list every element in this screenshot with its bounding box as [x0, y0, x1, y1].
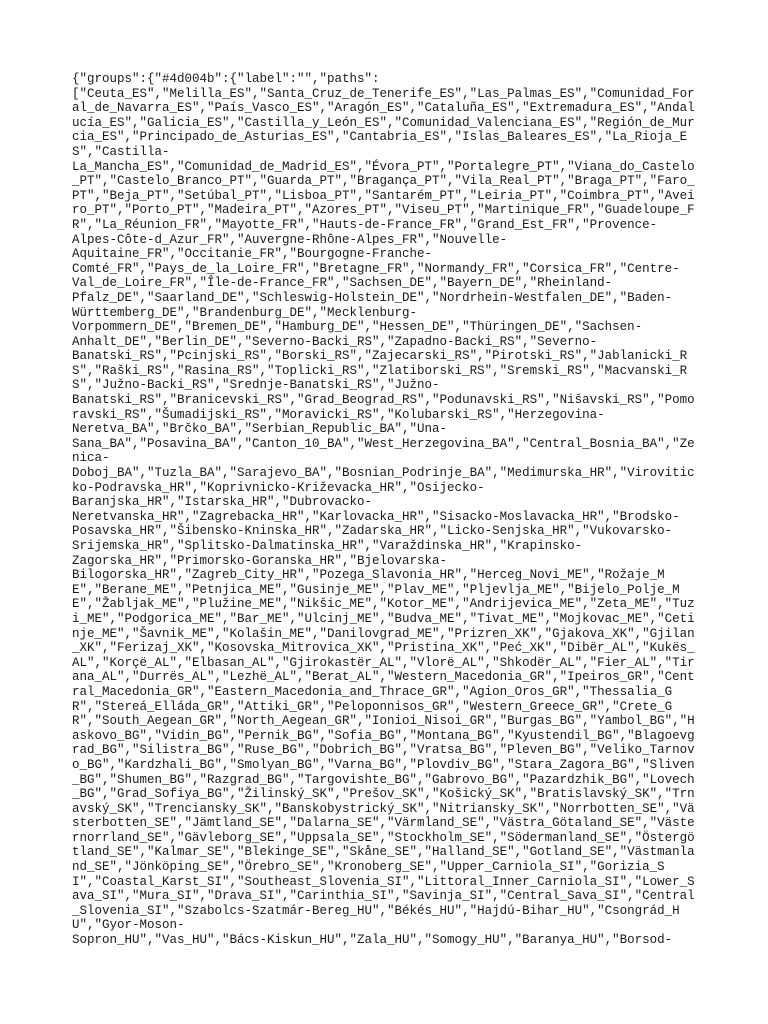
json-text-block: {"groups":{"#4d004b":{"label":"","paths": ["Ceuta_ES","Melilla_ES","Santa_Cruz_de_Tenerife_ES","Las_Palmas_ES","Comunidad_Foral_de_Navarra_ES","País_Vasco_ES","Aragón_ES","Cataluña_ES","Extremadura_ES","Andalucía_ES","Galicia_ES","Castilla_y_León_ES","Comunidad_Valenciana_ES","Región_de_Murcia_ES","Principado_de_Asturias_ES","Cantabria_ES","Islas_Baleares_ES","La_Rioja_ES","Castilla- La_Mancha_ES","Comunidad_de_Madrid_ES","Évora_PT","Portalegre_PT","Viana_do_Castelo_PT","Castelo_Branco_PT","Guarda_PT","Bragança_PT","Vila_Real_PT","Braga_PT","Faro_PT","Beja_PT","Setúbal_PT","Lisboa_PT","Santarém_PT","Leiria_PT","Coimbra_PT","Aveiro_PT","Porto_PT","Madeira_PT","Azores_PT","Viseu_PT","Martinique_FR","Guadeloupe_FR","La_Réunion_FR","Mayotte_FR","Hauts-de-France_FR","Grand_Est_FR","Provence- Alpes-Côte-d_Azur_FR","Auvergne-Rhône-Alpes_FR","Nouvelle- Aquitaine_FR","Occitanie_FR","Bourgogne-Franche- Comté_FR","Pays_de_la_Loire_FR","Bretagne_FR","Normandy_FR","Corsica_FR","Centre- Val_de_Loire_FR","Île-de-France_FR","Sachsen_DE","Bayern_DE","Rheinland- Pfalz_DE","Saarland_DE","Schleswig-Holstein_DE","Nordrhein-Westfalen_DE","Baden- Württemberg_DE","Brandenburg_DE","Mecklenburg- Vorpommern_DE","Bremen_DE","Hamburg_DE","Hessen_DE","Thüringen_DE","Sachsen- Anhalt_DE","Berlin_DE","Severno-Backi_RS","Zapadno-Backi_RS","Severno- Banatski_RS","Pcinjski_RS","Borski_RS","Zajecarski_RS","Pirotski_RS","Jablanicki_RS","Raški_RS","Rasina_RS","Toplicki_RS","Zlatiborski_RS","Sremski_RS","Macvanski_RS","Južno-Backi_RS","Srednje-Banatski_RS","Južno- Banatski_RS","Branicevski_RS","Grad_Beograd_RS","Podunavski_RS","Nišavski_RS","Pomoravski_RS","Šumadijski_RS","Moravicki_RS","Kolubarski_RS","Herzegovina- Neretva_BA","Brčko_BA","Serbian_Republic_BA","Una- Sana_BA","Posavina_BA","Canton_10_BA","West_Herzegovina_BA","Central_Bosnia_BA","Zenica- Doboj_BA","Tuzla_BA","Sarajevo_BA","Bosnian_Podrinje_BA","Medimurska_HR","Viroviticko-Podravska_HR","Koprivnicko-Križevacka_HR","Osijecko- Baranjska_HR","Istarska_HR","Dubrovacko- Neretvanska_HR","Zagrebacka_HR","Karlovacka_HR","Sisacko-Moslavacka_HR","Brodsko- Posavska_HR","Šibensko-Kninska_HR","Zadarska_HR","Licko-Senjska_HR","Vukovarsko- Srijemska_HR","Splitsko-Dalmatinska_HR","Varaždinska_HR","Krapinsko- Zagorska_HR","Primorsko-Goranska_HR","Bjelovarska- Bilogorska_HR","Zagreb_City_HR","Pozega_Slavonia_HR","Herceg_Novi_ME","Rožaje_ME","Berane_ME","Petnjica_ME","Gusinje_ME","Plav_ME","Pljevlja_ME","Bijelo_Polje_ME","Žabljak_ME","Plužine_ME","Nikšic_ME","Kotor_ME","Andrijevica_ME","Zeta_ME","Tuzi_ME","Podgorica_ME","Bar_ME","Ulcinj_ME","Budva_ME","Tivat_ME","Mojkovac_ME","Cetinje_ME","Šavnik_ME","Kolašin_ME","Danilovgrad_ME","Prizren_XK","Gjakova_XK","Gjilan_XK","Ferizaj_XK","Kosovska_Mitrovica_XK","Pristina_XK","Peć_XK","Dibër_AL","Kukës_AL","Korçë_AL","Elbasan_AL","Gjirokastër_AL","Vlorë_AL","Shkodër_AL","Fier_AL","Tirana_AL","Durrës_AL","Lezhë_AL","Berat_AL","Western_Macedonia_GR","Ipeiros_GR","Central_Macedonia_GR","Eastern_Macedonia_and_Thrace_GR","Agion_Oros_GR","Thessalia_GR","Stereá_Elláda_GR","Attiki_GR","Peloponnisos_GR","Western_Greece_GR","Crete_GR","South_Aegean_GR","North_Aegean_GR","Ionioi_Nisoi_GR","Burgas_BG","Yambol_BG","Haskovo_BG","Vidin_BG","Pernik_BG","Sofia_BG","Montana_BG","Kyustendil_BG","Blagoevgrad_BG","Silistra_BG","Ruse_BG","Dobrich_BG","Vratsa_BG","Pleven_BG","Veliko_Tarnovo_BG","Kardzhali_BG","Smolyan_BG","Varna_BG","Plovdiv_BG","Stara_Zagora_BG","Sliven_BG","Shumen_BG","Razgrad_BG","Targovishte_BG","Gabrovo_BG","Pazardzhik_BG","Lovech_BG","Grad_Sofiya_BG","Žilinský_SK","Prešov_SK","Košický_SK","Bratislavský_SK","Trnavský_SK","Trenciansky_SK","Banskobystrický_SK","Nitriansky_SK","Norrbotten_SE","Västerbotten_SE","Jämtland_SE","Dalarna_SE","Värmland_SE","Västra_Götaland_SE","Västernorrland_SE","Gävleborg_SE","Uppsala_SE","Stockholm_SE","Södermanland_SE","Östergötland_SE","Kalmar_SE","Blekinge_SE","Skåne_SE","Halland_SE","Gotland_SE","Västmanland_SE","Jönköping_SE","Örebro_SE","Kronoberg_SE","Upper_Carniola_SI","Gorizia_SI","Coastal_Karst_SI","Southeast_Slovenia_SI","Littoral_Inner_Carniola_SI","Lower_Sava_SI","Mura_SI","Drava_SI","Carinthia_SI","Savinja_SI","Central_Sava_SI","Central_Slovenia_SI","Szabolcs-Szatmár-Bereg_HU","Békés_HU","Hajdú-Bihar_HU","Csongrád_HU","Gyor-Moson- Sopron_HU","Vas_HU","Bács-Kiskun_HU","Zala_HU","Somogy_HU","Baranya_HU","Borsod- — [72, 72, 695, 948]
document-page — [72, 72, 698, 948]
